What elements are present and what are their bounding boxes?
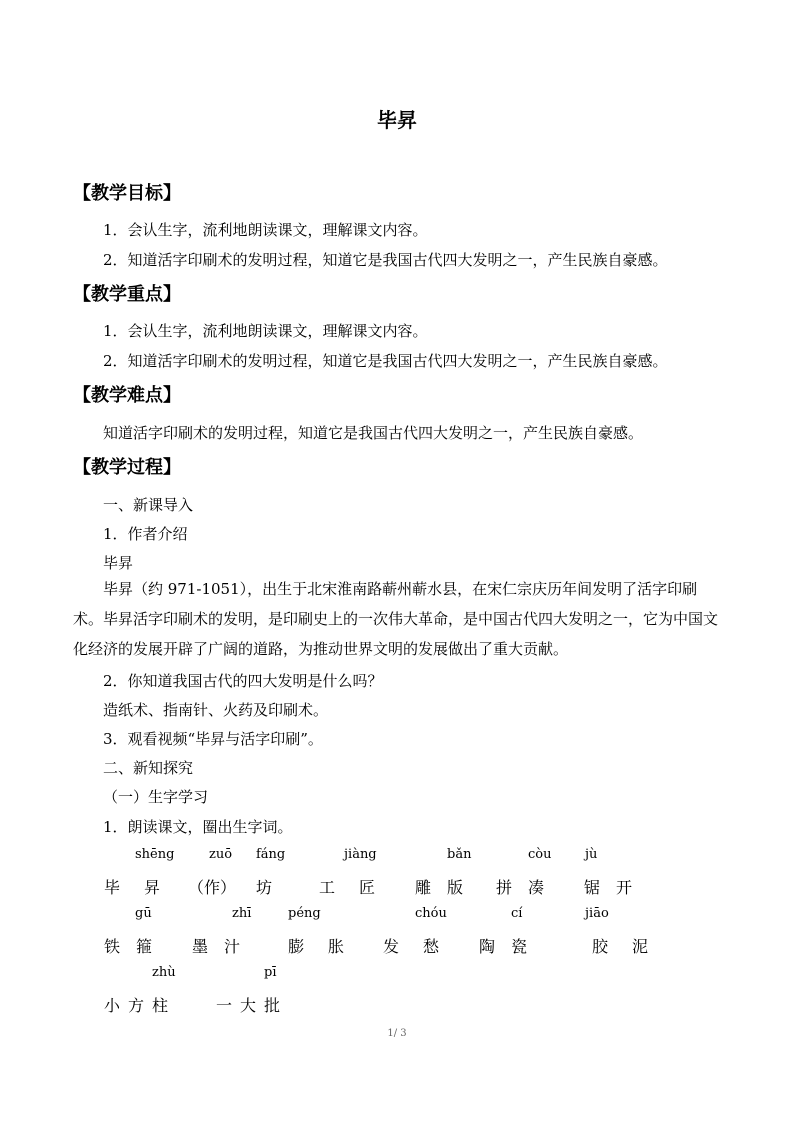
vocab-char: 铁 [104,937,121,956]
vocab-char: 大 [240,996,257,1015]
vocab-char: 愁 [423,937,440,956]
pinyin: pī [264,965,277,980]
vocab-char: 方 [128,996,145,1015]
vocab-char: 版 [447,878,464,897]
vocab-char: 小 [104,996,121,1015]
vocab-char: 胶 [592,937,609,956]
heading-process: 【教学过程】 [73,457,181,478]
pinyin: zuō [209,847,233,862]
question-3: 3．观看视频“毕昇与活字印刷”。 [103,730,323,748]
pinyin: còu [528,847,552,862]
vocab-char: 箍 [136,937,153,956]
task-1: 1．朗读课文，圈出生字词。 [103,818,293,836]
page-title: 毕昇 [377,108,417,132]
vocab-char: 墨 [192,937,209,956]
question-2: 2．你知道我国古代的四大发明是什么吗？ [103,672,383,690]
vocab-char: （作） [188,878,237,897]
vocab-char: 毕 [104,878,121,897]
vocab-char: 拼 [496,878,513,897]
vocab-char: 发 [383,937,400,956]
vocab-char: 开 [616,878,633,897]
vocab-char: 雕 [415,878,432,897]
vocab-char: 凑 [528,878,545,897]
pinyin: shēng [135,847,175,862]
heading-goals: 【教学目标】 [73,183,181,204]
pinyin: fáng [256,847,286,862]
pinyin: jiàng [344,847,377,862]
heading-focus: 【教学重点】 [73,284,181,305]
vocab-char: 昇 [144,878,161,897]
vocab-char: 膨 [288,937,305,956]
pinyin: cí [511,906,523,921]
process-intro: 一、新课导入 [103,496,194,514]
pinyin: gū [135,906,152,921]
pinyin: zhù [152,965,176,980]
pinyin: jù [585,847,598,862]
subsection-heading: （一）生字学习 [103,788,209,806]
focus-item-1: 1．会认生字，流利地朗读课文，理解课文内容。 [103,322,428,340]
vocab-char: 陶 [479,937,496,956]
pinyin: bǎn [447,847,472,862]
goal-item-2: 2．知道活字印刷术的发明过程，知道它是我国古代四大发明之一，产生民族自豪感。 [103,251,668,269]
vocab-char: 匠 [359,878,376,897]
vocab-char: 锯 [584,878,601,897]
difficulty-text: 知道活字印刷术的发明过程，知道它是我国古代四大发明之一，产生民族自豪感。 [103,424,644,442]
pinyin: zhī [232,906,252,921]
author-label: 1．作者介绍 [103,525,188,543]
author-name: 毕昇 [103,554,134,572]
goal-item-1: 1．会认生字，流利地朗读课文，理解课文内容。 [103,221,428,239]
vocab-char: 一 [216,996,233,1015]
vocab-char: 批 [264,996,281,1015]
vocab-char: 工 [319,878,336,897]
vocab-char: 泥 [632,937,649,956]
vocab-char: 坊 [256,878,273,897]
page-number: 1/ 3 [387,1028,407,1039]
focus-item-2: 2．知道活字印刷术的发明过程，知道它是我国古代四大发明之一，产生民族自豪感。 [103,352,668,370]
author-bio: 毕昇（约 971-1051），出生于北宋淮南路蕲州蕲水县，在宋仁宗庆历年间发明了活字印刷术。毕昇活字印刷术的发明，是印刷史上的一次伟大革命，是中国古代四大发明之一，它为中国文化经济的发展开辟了广阔的道路，为推动世界文明的发展做出了重大贡献。 [73,580,719,658]
vocab-char: 胀 [328,937,345,956]
new-section-heading: 二、新知探究 [103,759,194,777]
pinyin: péng [288,906,321,921]
vocab-char: 瓷 [511,937,528,956]
heading-difficulty: 【教学难点】 [73,385,181,406]
pinyin: chóu [415,906,447,921]
vocab-char: 汁 [224,937,241,956]
vocab-char: 柱 [152,996,169,1015]
answer-2: 造纸术、指南针、火药及印刷术。 [103,701,329,719]
pinyin: jiāo [585,906,609,921]
